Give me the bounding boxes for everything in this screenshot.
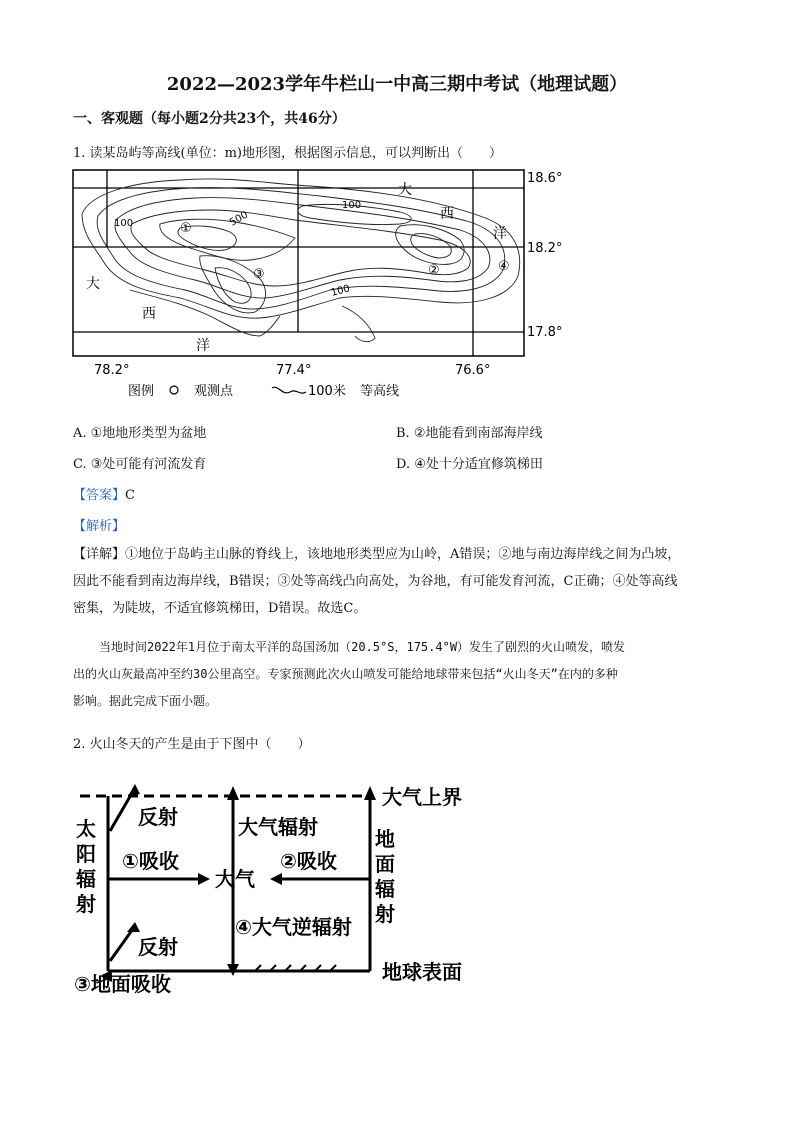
contour-map: [70, 166, 590, 402]
ocean-label: 大: [398, 182, 412, 198]
reflect-top-label: 反射: [138, 805, 178, 829]
passage-line: 影响。据此完成下面小题。: [73, 694, 218, 708]
contour-label: 100: [329, 283, 352, 299]
counter-radiation-label: ④大气逆辐射: [235, 915, 352, 939]
arrow-head: [227, 786, 239, 800]
ocean-label: 洋: [493, 226, 507, 242]
surface-label: 地球表面: [382, 960, 462, 984]
legend-contour-value: 100米: [308, 384, 346, 399]
ground-radiation-char: 射: [375, 902, 395, 926]
legend-contour-label: 等高线: [360, 384, 400, 399]
answer-value: C: [125, 488, 135, 503]
lon-label: 78.2°: [94, 363, 130, 378]
observation-point-3: ③: [253, 267, 265, 282]
answer-row: [73, 484, 135, 503]
radiation-diagram: [70, 776, 490, 1006]
solar-radiation-char: 辐: [76, 867, 96, 891]
q1-option-b: B. ②地能看到南部海岸线: [396, 426, 543, 441]
q1-option-a: A. ①地地形类型为盆地: [73, 426, 207, 441]
answer-label: 【答案】: [73, 488, 126, 503]
passage-line: 当地时间2022年1月位于南太平洋的岛国汤加（20.5°S，175.4°W）发生了剧烈的火山喷发，喷发: [99, 640, 626, 654]
ground-radiation-char: 面: [375, 852, 395, 876]
solar-radiation-char: 阳: [76, 842, 96, 866]
arrow-head: [128, 784, 140, 796]
detail-line: ①地位于岛屿主山脉的脊线上，该地地形类型应为山岭，A错误；②地与南边海岸线之间为凸坡，: [125, 547, 681, 562]
ocean-label: 西: [440, 206, 454, 222]
passage: [73, 634, 743, 715]
reflect-bottom-label: 反射: [138, 935, 178, 959]
arrow-head: [364, 786, 376, 800]
lat-label: 17.8°: [527, 325, 563, 340]
lat-label: 18.6°: [527, 171, 563, 186]
contour-label: 500: [228, 209, 251, 229]
ground-radiation-char: 地: [375, 827, 395, 851]
detail-label: 【详解】: [73, 547, 126, 562]
solar-radiation-char: 射: [76, 892, 96, 916]
q1-option-d: D. ④处十分适宜修筑梯田: [396, 457, 543, 472]
top-boundary-label: 大气上界: [382, 785, 462, 809]
contour-label: 100: [114, 218, 134, 229]
ground-absorb-label: ③地面吸收: [74, 972, 171, 996]
observation-point-4: ④: [498, 259, 510, 274]
q1-detail: [73, 541, 733, 622]
ground-radiation-char: 辐: [375, 877, 395, 901]
legend-point-label: 观测点: [194, 384, 234, 399]
section-heading: 一、客观题（每小题2分共23个，共46分）: [73, 111, 346, 127]
observation-point-2: ②: [428, 263, 440, 278]
legend-label: 图例: [128, 384, 155, 399]
q1-stem: 1. 读某岛屿等高线(单位：m)地形图，根据图示信息，可以判断出（ ）: [73, 146, 503, 161]
detail-line: 密集，为陡坡，不适宜修筑梯田，D错误。故选C。: [73, 601, 367, 616]
detail-line: 因此不能看到南边海岸线，B错误；③处等高线凸向高处，为谷地，有可能发育河流，C正确；④处等高线: [73, 574, 678, 589]
contour-label: 100: [342, 200, 362, 211]
arrow-head: [270, 873, 282, 885]
legend-contour-icon: [272, 387, 306, 393]
absorb-2-label: ②吸收: [280, 849, 337, 873]
absorb-1-label: ①吸收: [122, 849, 179, 873]
atm-radiation-label: 大气辐射: [238, 815, 318, 839]
lon-label: 77.4°: [276, 363, 312, 378]
q2-stem: 2. 火山冬天的产生是由于下图中（ ）: [73, 737, 311, 752]
observation-point-1: ①: [180, 221, 192, 236]
arrow-head: [127, 922, 140, 932]
ocean-label: 西: [142, 306, 156, 322]
ocean-label: 大: [86, 276, 100, 292]
ocean-label: 洋: [196, 338, 210, 354]
lat-label: 18.2°: [527, 241, 563, 256]
analysis-label: 【解析】: [73, 519, 126, 534]
passage-line: 出的火山灰最高冲至约30公里高空。专家预测此次火山喷发可能给地球带来包括“火山冬天”在内的多种: [73, 667, 618, 681]
solar-radiation-char: 太: [76, 817, 96, 841]
legend-point-icon: [170, 386, 178, 394]
page-title: 2022—2023学年牛栏山一中高三期中考试（地理试题）: [166, 74, 628, 95]
q1-option-c: C. ③处可能有河流发育: [73, 457, 207, 472]
atmosphere-label: 大气: [215, 867, 255, 891]
arrow-head: [198, 873, 210, 885]
lon-label: 76.6°: [455, 363, 491, 378]
coastline: [82, 179, 520, 318]
